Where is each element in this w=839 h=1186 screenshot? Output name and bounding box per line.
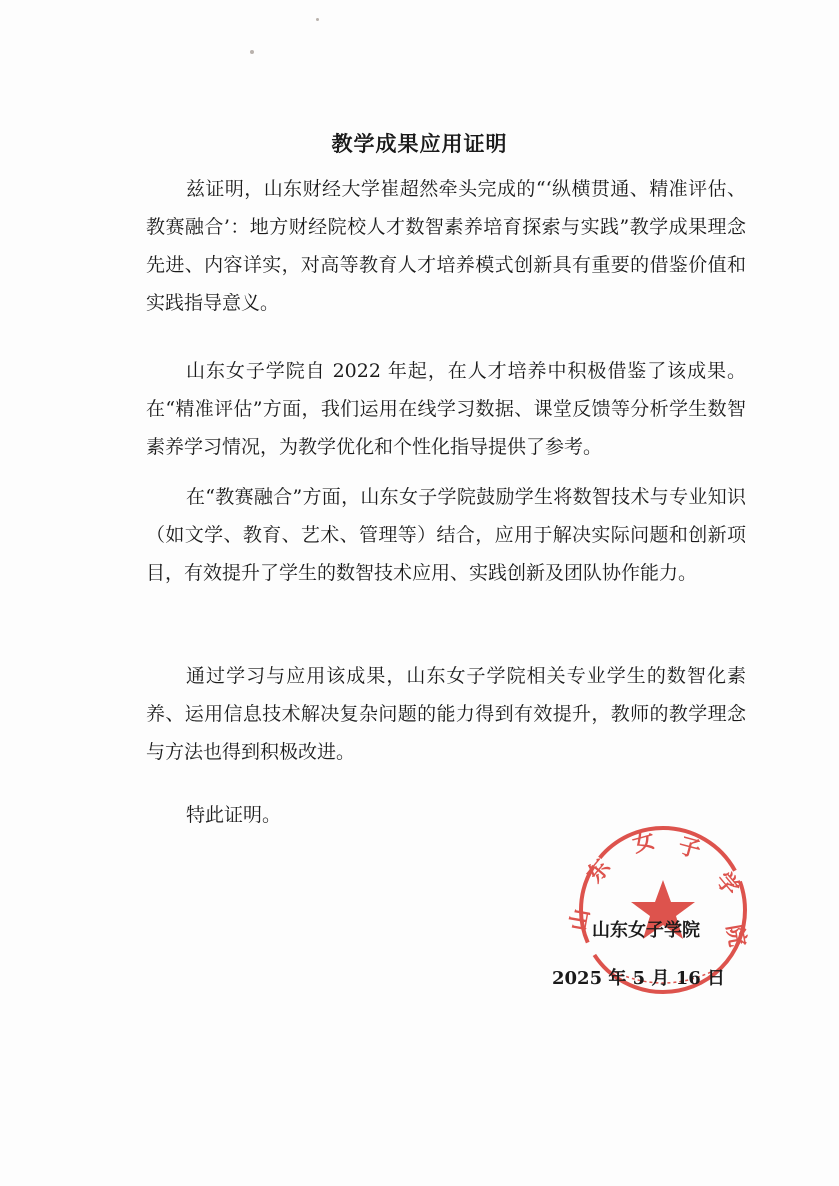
paper-speck	[250, 50, 254, 54]
paper-speck	[316, 18, 319, 21]
paragraph-4: 通过学习与应用该成果，山东女子学院相关专业学生的数智化素养、运用信息技术解决复杂问题的能力得到有效提升，教师的教学理念与方法也得到积极改进。	[146, 665, 746, 763]
document-title: 教学成果应用证明	[331, 131, 508, 156]
svg-text:学: 学	[710, 867, 745, 901]
svg-text:院: 院	[721, 922, 751, 949]
svg-text:女: 女	[629, 826, 658, 858]
paragraph-2: 山东女子学院自 2022 年起，在人才培养中积极借鉴了该成果。在“精准评估”方面，我们运用在线学习数据、课堂反馈等分析学生数智素养学习情况，为教学优化和个性化指导提供了参考。	[146, 360, 746, 458]
paragraph-3: 在“教赛融合”方面，山东女子学院鼓励学生将数智技术与专业知识（如文学、教育、艺术、管理等）结合，应用于解决实际问题和创新项目，有效提升了学生的数智技术应用、实践创新及团队协作能力。	[146, 486, 746, 584]
paragraph-5: 特此证明。	[186, 804, 282, 826]
paragraph-1: 兹证明，山东财经大学崔超然牵头完成的“‘纵横贯通、精准评估、教赛融合’：地方财经院校人才数智素养培育探索与实践”教学成果理念先进、内容详实，对高等教育人才培养模式创新具有重要的借鉴价值和实践指导意义。	[146, 178, 746, 314]
svg-text:山: 山	[565, 906, 595, 934]
svg-text:子: 子	[675, 832, 704, 864]
issuer-signature: 山东女子学院	[592, 920, 700, 941]
issue-date: 2025 年 5 月 16 日	[552, 968, 726, 989]
svg-text:东: 东	[581, 854, 616, 888]
